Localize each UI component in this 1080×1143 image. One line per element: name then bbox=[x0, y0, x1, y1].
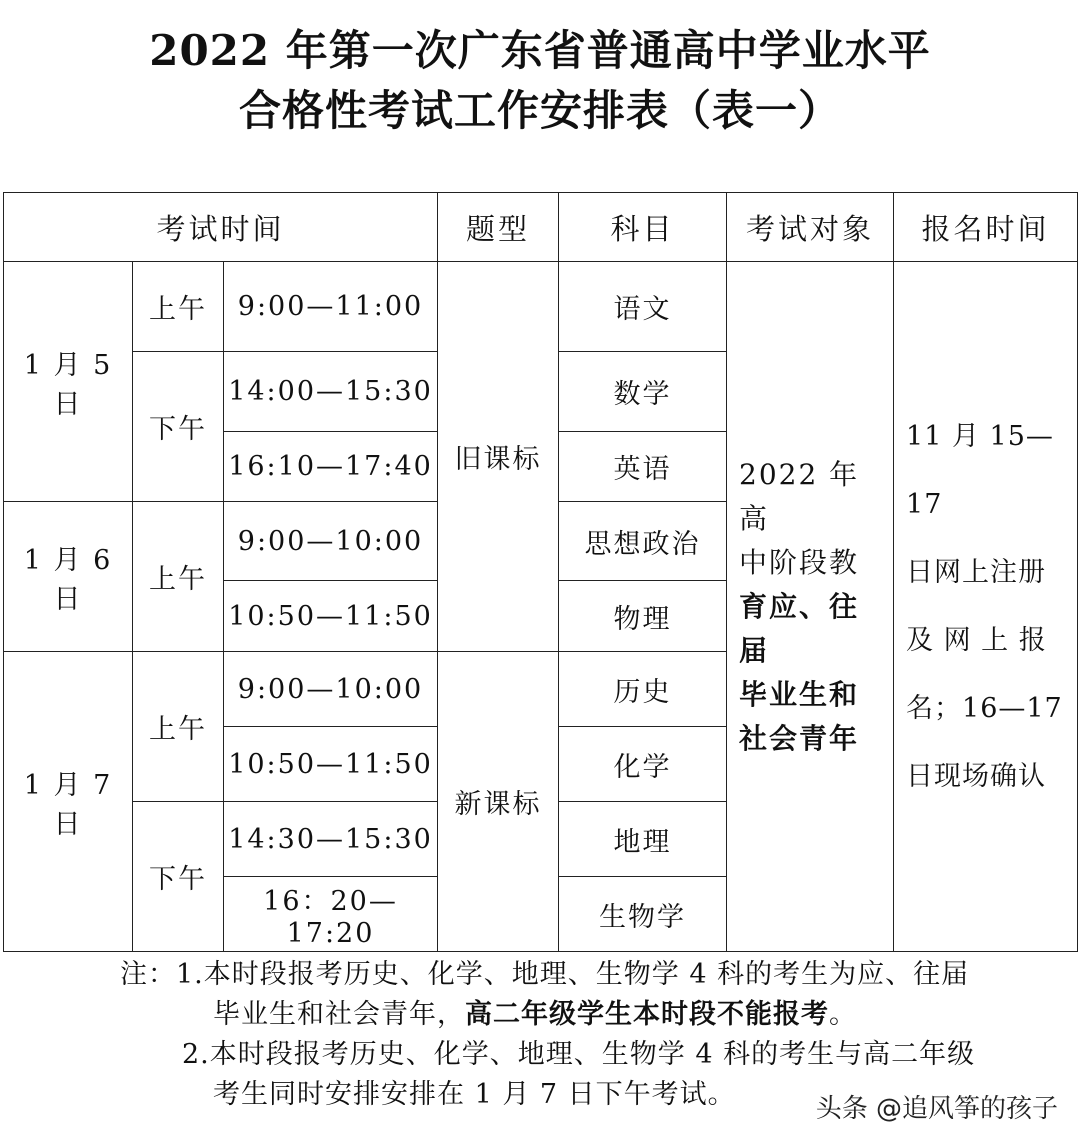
date-cell: 1 月 7 日 bbox=[4, 652, 133, 952]
target-line: 毕业生和 bbox=[739, 677, 860, 711]
note-2-line-2: 考生同时安排安排在 1 月 7 日下午考试。 bbox=[213, 1079, 736, 1110]
period-cell: 上午 bbox=[133, 262, 224, 352]
schedule-table bbox=[3, 192, 1078, 952]
note-1-plain: 毕业生和社会青年， bbox=[213, 999, 465, 1030]
subject-cell: 生物学 bbox=[559, 877, 727, 952]
registration-line: 日网上注册 bbox=[906, 556, 1047, 588]
note-2-line-1: 2.本时段报考历史、化学、地理、生物学 4 科的考生与高二年级 bbox=[182, 1039, 976, 1070]
registration-line: 及 网 上 报 bbox=[906, 624, 1047, 656]
target-line: 育应、往届 bbox=[739, 589, 860, 667]
subject-cell: 数学 bbox=[559, 352, 727, 432]
header-subject: 科目 bbox=[559, 193, 727, 262]
type-cell: 新课标 bbox=[438, 652, 559, 952]
date-cell: 1 月 6 日 bbox=[4, 502, 133, 652]
time-cell: 9:00—11:00 bbox=[224, 262, 438, 352]
note-1-line-2 bbox=[0, 995, 1080, 1035]
period-cell: 下午 bbox=[133, 352, 224, 502]
period-cell: 下午 bbox=[133, 802, 224, 952]
time-cell: 9:00—10:00 bbox=[224, 502, 438, 581]
registration-line: 日现场确认 bbox=[906, 760, 1047, 792]
target-line: 社会青年 bbox=[739, 721, 860, 755]
registration-cell bbox=[894, 262, 1078, 952]
title-line-2: 合格性考试工作安排表（表一） bbox=[238, 86, 841, 135]
subject-cell: 地理 bbox=[559, 802, 727, 877]
time-cell: 9:00—10:00 bbox=[224, 652, 438, 727]
time-cell: 14:30—15:30 bbox=[224, 802, 438, 877]
header-registration: 报名时间 bbox=[894, 193, 1078, 262]
target-cell bbox=[727, 262, 894, 952]
time-cell: 14:00—15:30 bbox=[224, 352, 438, 432]
header-target: 考试对象 bbox=[727, 193, 894, 262]
type-cell: 旧课标 bbox=[438, 262, 559, 652]
subject-cell: 化学 bbox=[559, 727, 727, 802]
subject-cell: 英语 bbox=[559, 432, 727, 502]
time-cell: 10:50—11:50 bbox=[224, 727, 438, 802]
time-cell: 10:50—11:50 bbox=[224, 581, 438, 652]
title-line-1: 2022 年第一次广东省普通高中学业水平 bbox=[149, 26, 931, 75]
header-type: 题型 bbox=[438, 193, 559, 262]
registration-line: 名；16—17 bbox=[906, 692, 1063, 724]
note-1-bold: 高二年级学生本时段不能报考 bbox=[465, 999, 829, 1030]
target-line: 2022 年高 bbox=[739, 457, 860, 535]
note-1-line-1: 注：1.本时段报考历史、化学、地理、生物学 4 科的考生为应、往届 bbox=[120, 959, 970, 990]
target-line: 中阶段教 bbox=[739, 545, 860, 579]
subject-cell: 历史 bbox=[559, 652, 727, 727]
table-row bbox=[4, 262, 1078, 352]
date-cell: 1 月 5 日 bbox=[4, 262, 133, 502]
registration-line: 11 月 15—17 bbox=[906, 420, 1054, 520]
subject-cell: 语文 bbox=[559, 262, 727, 352]
note-1-end: 。 bbox=[829, 999, 857, 1030]
time-cell: 16：20—17:20 bbox=[224, 877, 438, 952]
header-row bbox=[4, 193, 1078, 262]
header-exam-time: 考试时间 bbox=[4, 193, 438, 262]
subject-cell: 物理 bbox=[559, 581, 727, 652]
watermark: 头条 @追风筝的孩子 bbox=[815, 1094, 1058, 1124]
period-cell: 上午 bbox=[133, 652, 224, 802]
time-cell: 16:10—17:40 bbox=[224, 432, 438, 502]
period-cell: 上午 bbox=[133, 502, 224, 652]
subject-cell: 思想政治 bbox=[559, 502, 727, 581]
